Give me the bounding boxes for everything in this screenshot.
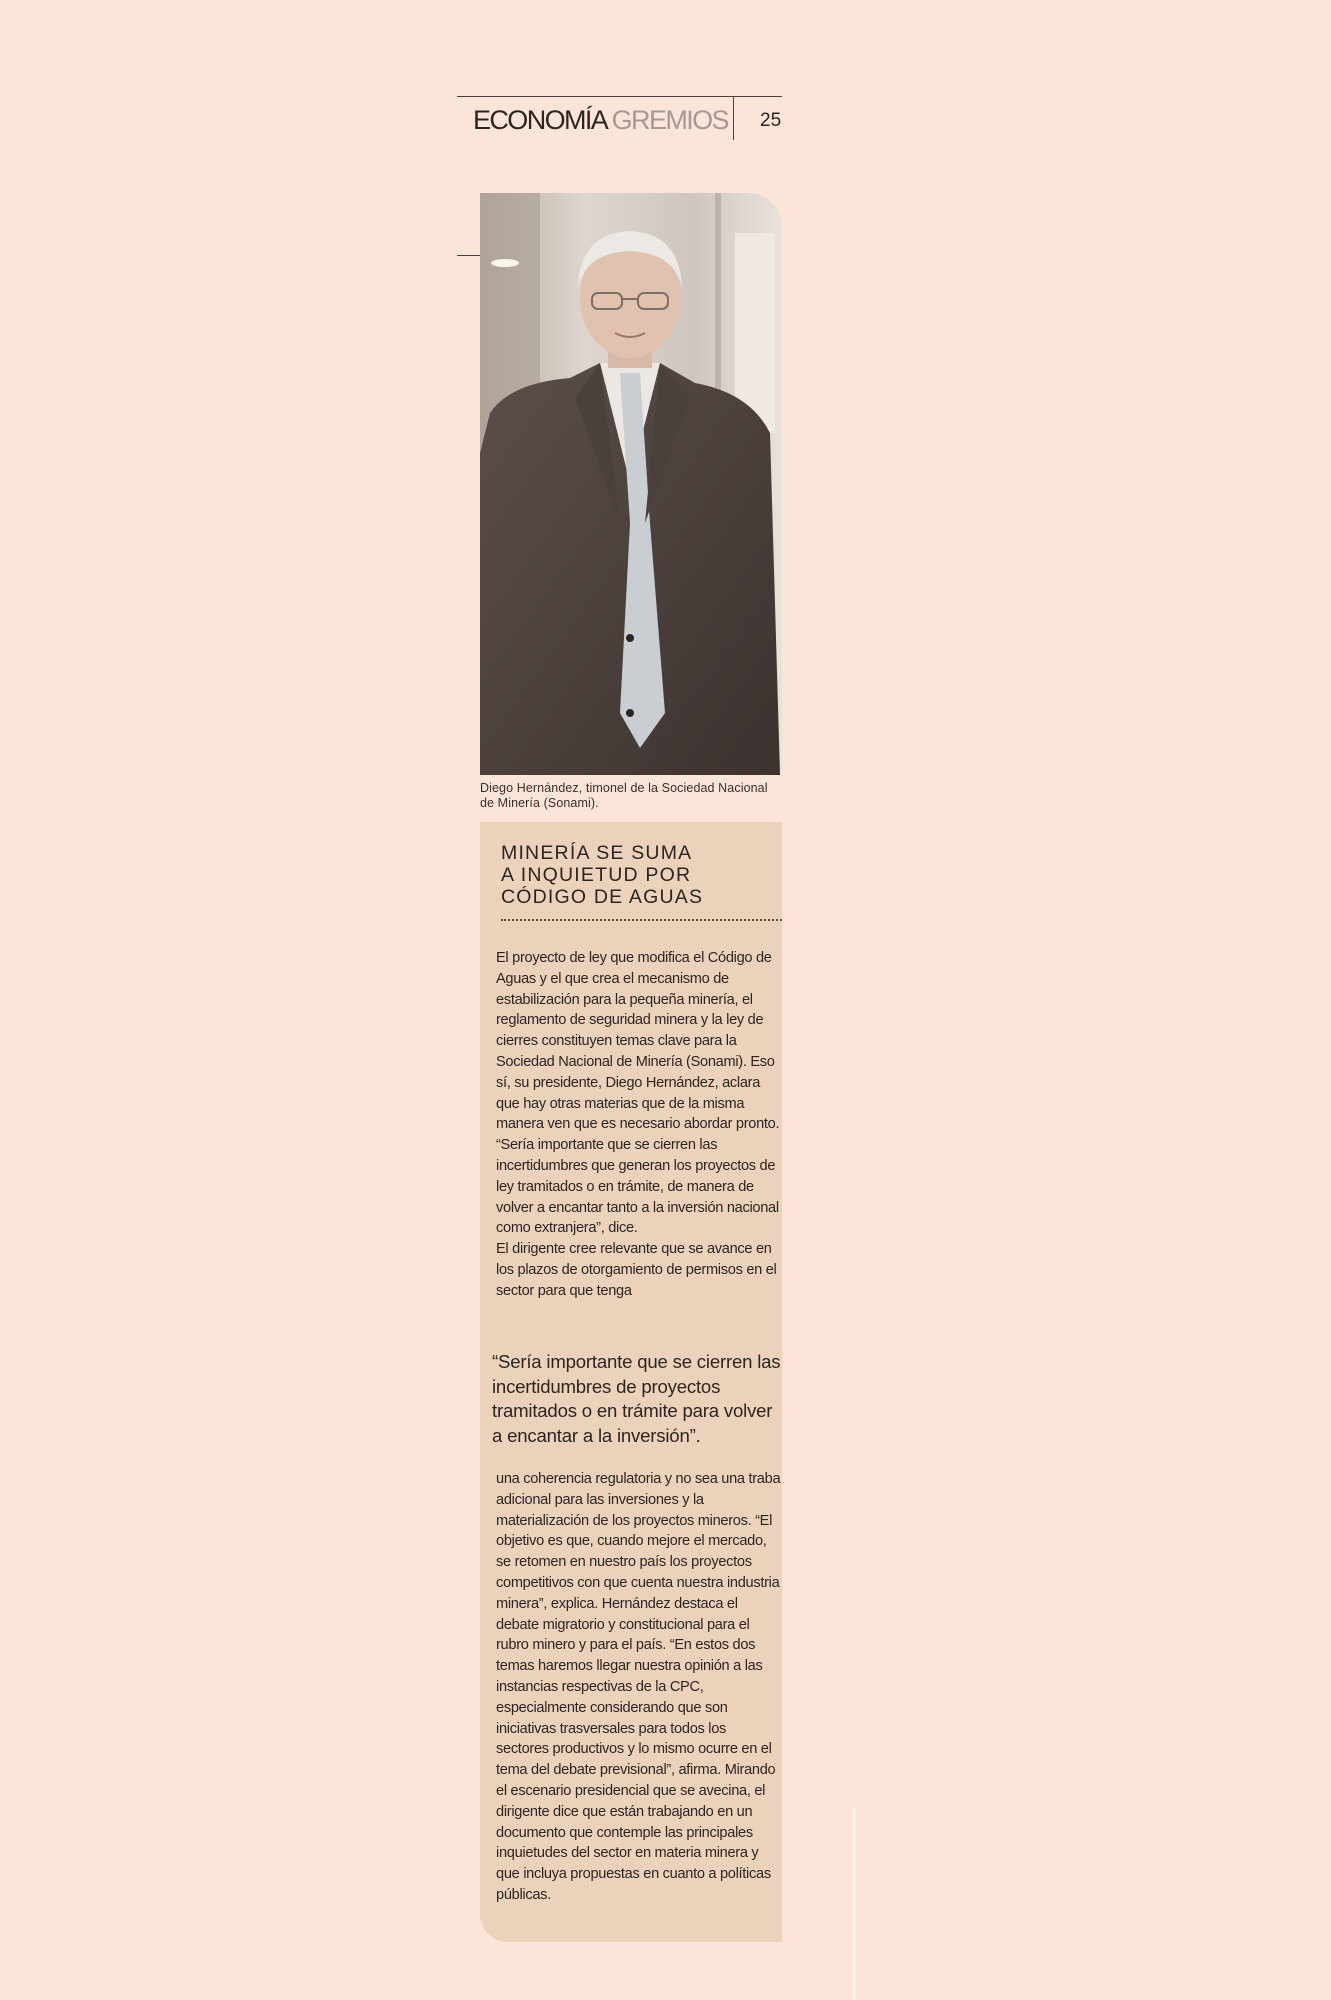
section-title [473, 104, 728, 136]
portrait-photo [480, 193, 782, 775]
article-headline [501, 842, 771, 908]
page-number: 25 [760, 110, 782, 131]
portrait-illustration [480, 193, 782, 775]
headline-line: A INQUIETUD POR [501, 864, 692, 886]
photo-caption: Diego Hernández, timonel de la Sociedad Nacional de Minería (Sonami). [480, 781, 768, 810]
side-tick-rule [457, 255, 481, 256]
pull-quote: “Sería importante que se cierren las incertidumbres de proyectos tramitados o en trámite para volver a encantar a la inversión”. [492, 1351, 781, 1446]
dotted-separator [501, 919, 782, 921]
body-paragraph: una coherencia regulatoria y no sea una traba adicional para las inversiones y la materialización de los proyectos mineros. “El objetivo es que, cuando mejore el mercado, se retomen en nuestro país los proyectos competitivos con que cuenta nuestra industria minera”, explica. Hernández destaca el debate migratorio y constitucional para el rubro minero y para el país. “En estos dos temas haremos llegar nuestra opinión a las instancias respectivas de la CPC, especialmente considerando que son iniciativas trasversales para todos los sectores productivos y lo mismo ocurre en el tema del debate previsional”, afirma. Mirando el escenario presidencial que se avecina, el dirigente dice que están trabajando en un documento que contemple las principales inquietudes del sector en materia minera y que incluya propuestas en cuanto a políticas públicas. [496, 1471, 781, 1903]
header-divider [733, 96, 734, 140]
article-body-bottom [496, 1469, 781, 1906]
body-paragraph: El proyecto de ley que modifica el Código de Aguas y el que crea el mecanismo de estabilización para la pequeña minería, el reglamento de seguridad minera y la ley de cierres constituyen temas clave para la Sociedad Nacional de Minería (Sonami). Eso sí, su presidente, Diego Hernández, aclara que hay otras materias que de la misma manera ven que es necesario abordar pronto. “Sería importante que se cierren las incertidumbres que generan los proyectos de ley tramitados o en trámite, de manera de volver a encantar tanto a la inversión nacional como extranjera”, dice. [496, 950, 780, 1237]
column-rule [853, 1808, 855, 2000]
headline-line: MINERÍA SE SUMA [501, 842, 693, 864]
body-paragraph: El dirigente cree relevante que se avance en los plazos de otorgamiento de permisos en el sector para que tenga [496, 1241, 777, 1299]
section-main: ECONOMÍA [473, 105, 606, 135]
article-body-top [496, 948, 781, 1302]
headline-line: CÓDIGO DE AGUAS [501, 886, 704, 908]
section-sub: GREMIOS [611, 105, 728, 135]
